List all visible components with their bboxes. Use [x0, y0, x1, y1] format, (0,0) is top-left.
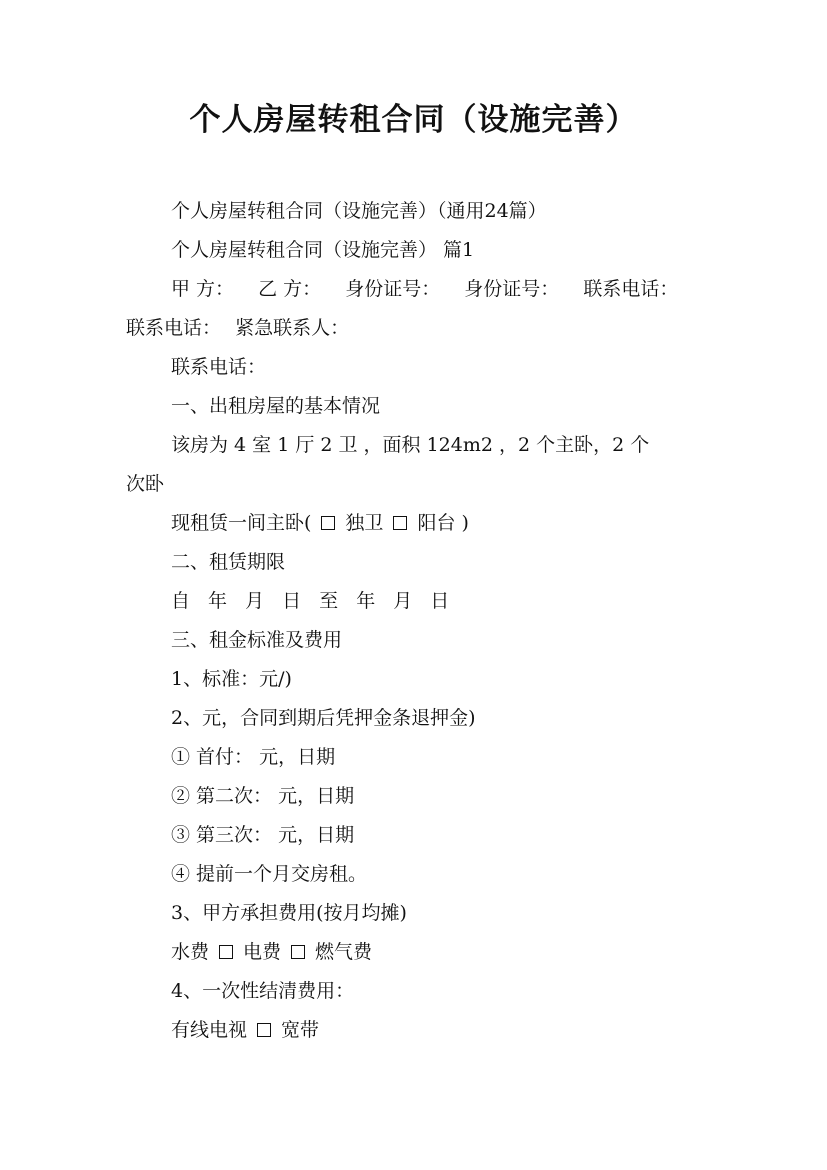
- fee-gas: 燃气费: [315, 941, 373, 963]
- checkbox-private-bath[interactable]: [321, 516, 335, 530]
- section-heading: 个人房屋转租合同（设施完善） 篇1: [171, 239, 475, 261]
- checkbox-electricity[interactable]: [219, 945, 233, 959]
- lease-period-line: 自 年 月 日 至 年 月 日: [171, 590, 456, 612]
- fee-water: 水费: [171, 941, 210, 963]
- id-b-label: 身份证号：: [464, 278, 560, 300]
- party-b-label: 乙 方：: [258, 278, 322, 300]
- checkbox-broadband[interactable]: [257, 1023, 271, 1037]
- emergency-phone-line: 联系电话：: [171, 356, 267, 378]
- lease-prefix: 现租赁一间主卧(: [171, 512, 312, 534]
- document-title: 个人房屋转租合同（设施完善）: [189, 102, 638, 138]
- id-a-label: 身份证号：: [345, 278, 441, 300]
- payment-item-3: ③ 第三次： 元，日期: [171, 824, 355, 846]
- rent-standard-line: 1、标准：元/): [171, 668, 292, 690]
- section2-heading: 二、租赁期限: [171, 551, 286, 573]
- house-description-line2: 次卧: [126, 473, 165, 495]
- payment-item-1: ① 首付： 元，日期: [171, 746, 336, 768]
- parties-line: [126, 270, 726, 309]
- one-time-fees-heading: 4、一次性结清费用：: [171, 980, 355, 1002]
- checkbox-gas[interactable]: [291, 945, 305, 959]
- party-a-label: 甲 方：: [171, 278, 235, 300]
- contact-line: [126, 309, 726, 348]
- section3-heading: 三、租金标准及费用: [171, 629, 343, 651]
- payment-item-2: ② 第二次： 元，日期: [171, 785, 355, 807]
- payment-item-4: ④ 提前一个月交房租。: [171, 863, 368, 885]
- one-time-fees-line: [126, 1011, 726, 1050]
- deposit-line: 2、元，合同到期后凭押金条退押金): [171, 707, 476, 729]
- checkbox-balcony[interactable]: [393, 516, 407, 530]
- phone-a-label: 联系电话：: [583, 278, 679, 300]
- section1-heading: 一、出租房屋的基本情况: [171, 395, 381, 417]
- emergency-contact-label: 紧急联系人：: [235, 317, 350, 339]
- party-a-fees-heading: 3、甲方承担费用(按月均摊): [171, 902, 407, 924]
- lease-option-balcony: 阳台 ): [417, 512, 469, 534]
- fee-electricity: 电费: [243, 941, 282, 963]
- lease-option-private-bath: 独卫: [345, 512, 384, 534]
- fee-broadband: 宽带: [281, 1019, 320, 1041]
- house-description-line1: 该房为 4 室 1 厅 2 卫 ，面积 124m2 ，2 个主卧，2 个: [171, 434, 650, 456]
- party-a-fees-line: [126, 933, 726, 972]
- document-body: [126, 192, 726, 1050]
- lease-room-line: [126, 504, 726, 543]
- fee-cable-tv: 有线电视: [171, 1019, 248, 1041]
- phone-b-label: 联系电话：: [126, 317, 222, 339]
- subtitle-line: 个人房屋转租合同（设施完善）（通用24篇）: [171, 200, 547, 222]
